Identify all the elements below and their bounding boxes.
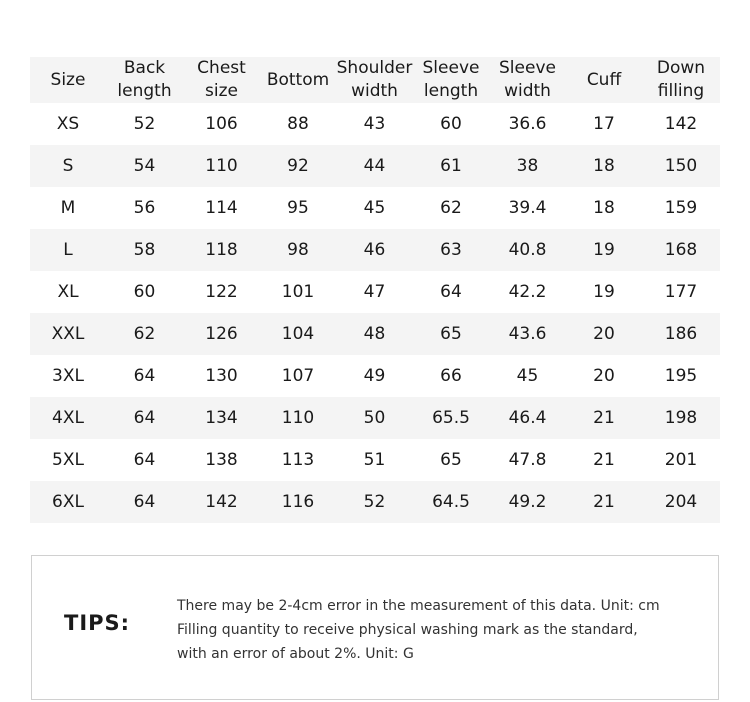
table-cell: 134 bbox=[205, 408, 238, 428]
table-cell: 122 bbox=[205, 282, 238, 302]
column-header-text: length bbox=[423, 81, 479, 101]
table-cell: 195 bbox=[664, 366, 698, 386]
table-cell: 106 bbox=[205, 114, 238, 134]
tips-line: Filling quantity to receive physical washing mark as the standard, bbox=[177, 622, 638, 638]
table-cell: 113 bbox=[281, 450, 315, 470]
column-header-text: Back bbox=[123, 58, 166, 78]
column-header-text: Chest bbox=[197, 58, 246, 78]
table-cell: 17 bbox=[593, 114, 615, 134]
table-cell: 150 bbox=[664, 156, 698, 176]
table-row bbox=[30, 271, 720, 313]
table-cell: 47.8 bbox=[508, 450, 547, 470]
table-row bbox=[30, 481, 720, 523]
size-label-cell: 3XL bbox=[52, 366, 84, 386]
table-cell: 21 bbox=[593, 408, 615, 428]
table-cell: 20 bbox=[593, 366, 615, 386]
column-header bbox=[566, 57, 642, 103]
table-cell: 92 bbox=[287, 156, 309, 176]
size-label-cell: M bbox=[60, 198, 76, 218]
table-body bbox=[30, 103, 720, 523]
column-header-text: length bbox=[117, 81, 172, 101]
size-label-cell: 5XL bbox=[52, 450, 84, 470]
table-cell: 51 bbox=[363, 450, 386, 470]
column-header bbox=[489, 57, 566, 103]
table-cell: 130 bbox=[205, 366, 238, 386]
size-label-cell: XXL bbox=[51, 324, 85, 344]
table-cell: 65 bbox=[440, 324, 462, 344]
table-cell: 46 bbox=[363, 240, 386, 260]
column-header-text: filling bbox=[657, 81, 705, 101]
table-cell: 40.8 bbox=[508, 240, 547, 260]
table-cell: 64 bbox=[133, 366, 156, 386]
column-header-text: Down bbox=[656, 58, 706, 78]
table-cell: 98 bbox=[287, 240, 309, 260]
table-cell: 42.2 bbox=[508, 282, 547, 302]
table-row bbox=[30, 355, 720, 397]
table-cell: 62 bbox=[133, 324, 156, 344]
tips-label: TIPS: bbox=[64, 611, 131, 635]
table-cell: 114 bbox=[205, 198, 238, 218]
table-cell: 20 bbox=[593, 324, 615, 344]
table-cell: 46.4 bbox=[508, 408, 547, 428]
tips-line: with an error of about 2%. Unit: G bbox=[177, 646, 414, 662]
table-cell: 44 bbox=[363, 156, 386, 176]
column-header-text: Bottom bbox=[266, 69, 330, 90]
column-header bbox=[642, 57, 720, 103]
table-cell: 64 bbox=[440, 282, 462, 302]
size-label-cell: 4XL bbox=[52, 408, 84, 428]
size-label-cell: XS bbox=[56, 114, 80, 134]
table-cell: 64 bbox=[133, 450, 156, 470]
table-cell: 138 bbox=[205, 450, 238, 470]
table-cell: 110 bbox=[281, 408, 315, 428]
table-cell: 60 bbox=[440, 114, 462, 134]
table-cell: 95 bbox=[287, 198, 309, 218]
table-row bbox=[30, 439, 720, 481]
table-cell: 159 bbox=[664, 198, 698, 218]
tips-text bbox=[177, 594, 660, 666]
table-cell: 64 bbox=[133, 492, 156, 512]
size-label-cell: L bbox=[63, 240, 73, 260]
table-cell: 56 bbox=[133, 198, 156, 218]
tips-box bbox=[31, 555, 719, 700]
column-header-text: Sleeve bbox=[499, 58, 556, 78]
table-cell: 61 bbox=[440, 156, 462, 176]
table-cell: 52 bbox=[133, 114, 156, 134]
table-cell: 63 bbox=[440, 240, 462, 260]
table-cell: 21 bbox=[593, 492, 615, 512]
table-cell: 64.5 bbox=[432, 492, 470, 512]
table-cell: 54 bbox=[133, 156, 156, 176]
table-cell: 43 bbox=[363, 114, 386, 134]
table-cell: 58 bbox=[133, 240, 156, 260]
table-cell: 177 bbox=[664, 282, 698, 302]
column-header-text: Sleeve bbox=[422, 58, 480, 78]
table-cell: 18 bbox=[593, 156, 615, 176]
table-cell: 48 bbox=[363, 324, 386, 344]
column-header-text: size bbox=[205, 81, 238, 101]
table-cell: 60 bbox=[133, 282, 156, 302]
column-header-text: width bbox=[504, 81, 551, 101]
tips-line: There may be 2-4cm error in the measurement of this data. Unit: cm bbox=[177, 598, 660, 614]
size-label-cell: 6XL bbox=[52, 492, 84, 512]
table-cell: 18 bbox=[593, 198, 615, 218]
column-header-text: Shoulder bbox=[336, 58, 413, 78]
table-cell: 88 bbox=[287, 114, 309, 134]
table-cell: 116 bbox=[281, 492, 315, 512]
table-row bbox=[30, 187, 720, 229]
table-cell: 43.6 bbox=[508, 324, 547, 344]
table-header-row bbox=[30, 57, 720, 103]
table-cell: 19 bbox=[593, 240, 615, 260]
table-cell: 110 bbox=[205, 156, 238, 176]
table-cell: 49 bbox=[363, 366, 386, 386]
table-cell: 65.5 bbox=[432, 408, 470, 428]
table-cell: 49.2 bbox=[508, 492, 547, 512]
table-cell: 50 bbox=[363, 408, 386, 428]
column-header-text: Cuff bbox=[586, 69, 622, 90]
table-row bbox=[30, 397, 720, 439]
column-header bbox=[183, 57, 260, 103]
table-cell: 21 bbox=[593, 450, 615, 470]
table-cell: 47 bbox=[363, 282, 386, 302]
table-cell: 36.6 bbox=[508, 114, 547, 134]
table-cell: 126 bbox=[205, 324, 238, 344]
size-chart-table bbox=[30, 57, 720, 523]
column-header-text: width bbox=[351, 81, 398, 101]
table-cell: 104 bbox=[281, 324, 315, 344]
column-header bbox=[106, 57, 183, 103]
table-cell: 186 bbox=[664, 324, 698, 344]
table-row bbox=[30, 145, 720, 187]
table-cell: 118 bbox=[205, 240, 238, 260]
table-cell: 64 bbox=[133, 408, 156, 428]
table-cell: 66 bbox=[440, 366, 462, 386]
column-header bbox=[336, 57, 413, 103]
column-header bbox=[260, 57, 336, 103]
size-label-cell: XL bbox=[57, 282, 79, 302]
column-header bbox=[30, 57, 106, 103]
table-cell: 19 bbox=[593, 282, 615, 302]
table-cell: 45 bbox=[363, 198, 386, 218]
table-row bbox=[30, 313, 720, 355]
table-cell: 101 bbox=[281, 282, 315, 302]
table-cell: 198 bbox=[664, 408, 698, 428]
table-cell: 142 bbox=[205, 492, 238, 512]
table-cell: 38 bbox=[516, 156, 539, 176]
table-cell: 201 bbox=[664, 450, 698, 470]
table-cell: 45 bbox=[516, 366, 539, 386]
table-cell: 39.4 bbox=[508, 198, 547, 218]
table-cell: 52 bbox=[363, 492, 386, 512]
table-cell: 204 bbox=[664, 492, 698, 512]
table-cell: 62 bbox=[440, 198, 462, 218]
table-cell: 65 bbox=[440, 450, 462, 470]
table-row bbox=[30, 229, 720, 271]
size-label-cell: S bbox=[62, 156, 74, 176]
column-header bbox=[413, 57, 489, 103]
table-cell: 142 bbox=[664, 114, 698, 134]
table-row bbox=[30, 103, 720, 145]
column-header-text: Size bbox=[50, 69, 86, 90]
table-cell: 168 bbox=[664, 240, 698, 260]
table-cell: 107 bbox=[281, 366, 315, 386]
